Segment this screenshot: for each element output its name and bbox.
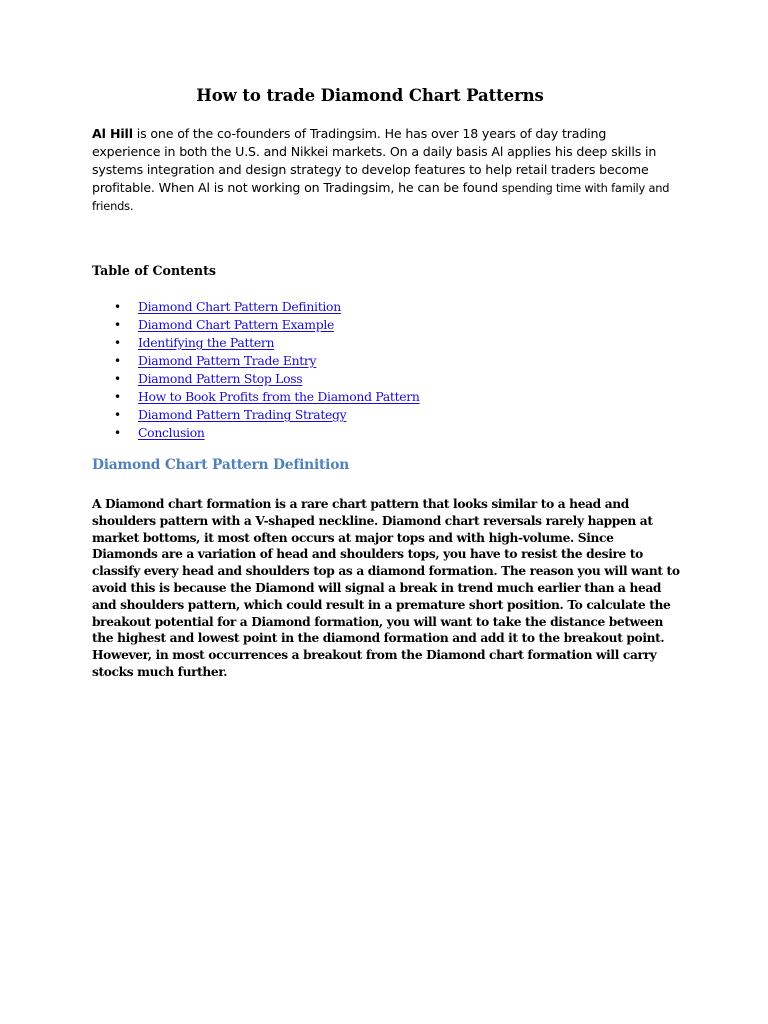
toc-item xyxy=(92,334,420,352)
toc-item xyxy=(92,370,420,388)
author-intro xyxy=(92,125,672,215)
bullet-icon: • xyxy=(114,372,121,386)
toc-link-identifying[interactable]: Identifying the Pattern xyxy=(138,335,275,350)
bullet-icon: • xyxy=(114,426,121,440)
toc-heading: Table of Contents xyxy=(92,263,216,278)
bullet-icon: • xyxy=(114,336,121,350)
toc-link-conclusion[interactable]: Conclusion xyxy=(138,425,205,440)
toc-link-definition[interactable]: Diamond Chart Pattern Definition xyxy=(138,299,341,314)
toc-item xyxy=(92,388,420,406)
author-bio: is one of the co-founders of Tradingsim. He has over 18 years of day trading experience in both the U.S. and Nikkei markets. On a daily basis Al applies his deep skills in systems integration and design strategy to develop features to help retail traders become profitable. When Al is not working on Tradingsim, he can be found xyxy=(92,126,657,195)
toc-link-example[interactable]: Diamond Chart Pattern Example xyxy=(138,317,335,332)
bullet-icon: • xyxy=(114,390,121,404)
bullet-icon: • xyxy=(114,318,121,332)
author-name: Al Hill xyxy=(92,126,133,141)
section-paragraph: A Diamond chart formation is a rare chart pattern that looks similar to a head and shoulders pattern with a V-shaped neckline. Diamond chart reversals rarely happen at market bottoms, it most often occurs at major tops and with high-volume. Since Diamonds are a variation of head and shoulders tops, you have to resist the desire to classify every head and shoulders top as a diamond formation. The reason you will want to avoid this is because the Diamond will signal a break in trend much earlier than a head and shoulders pattern, which could result in a premature short position. To calculate the breakout potential for a Diamond formation, you will want to take the distance between the highest and lowest point in the diamond formation and add it to the breakout point. However, in most occurrences a breakout from the Diamond chart formation will carry stocks much further. xyxy=(92,497,680,679)
toc-link-trading-strategy[interactable]: Diamond Pattern Trading Strategy xyxy=(138,407,347,422)
toc-item xyxy=(92,424,420,442)
bullet-icon: • xyxy=(114,408,121,422)
toc-item xyxy=(92,352,420,370)
document-title: How to trade Diamond Chart Patterns xyxy=(196,86,544,105)
toc-item xyxy=(92,298,420,316)
table-of-contents xyxy=(92,298,420,442)
toc-item xyxy=(92,316,420,334)
toc-link-stop-loss[interactable]: Diamond Pattern Stop Loss xyxy=(138,371,303,386)
toc-item xyxy=(92,406,420,424)
bullet-icon: • xyxy=(114,354,121,368)
bullet-icon: • xyxy=(114,300,121,314)
toc-link-book-profits[interactable]: How to Book Profits from the Diamond Pattern xyxy=(138,389,420,404)
author-bio-tail: spending time with family and friends. xyxy=(92,181,670,213)
section-heading: Diamond Chart Pattern Definition xyxy=(92,457,350,473)
toc-link-trade-entry[interactable]: Diamond Pattern Trade Entry xyxy=(138,353,317,368)
